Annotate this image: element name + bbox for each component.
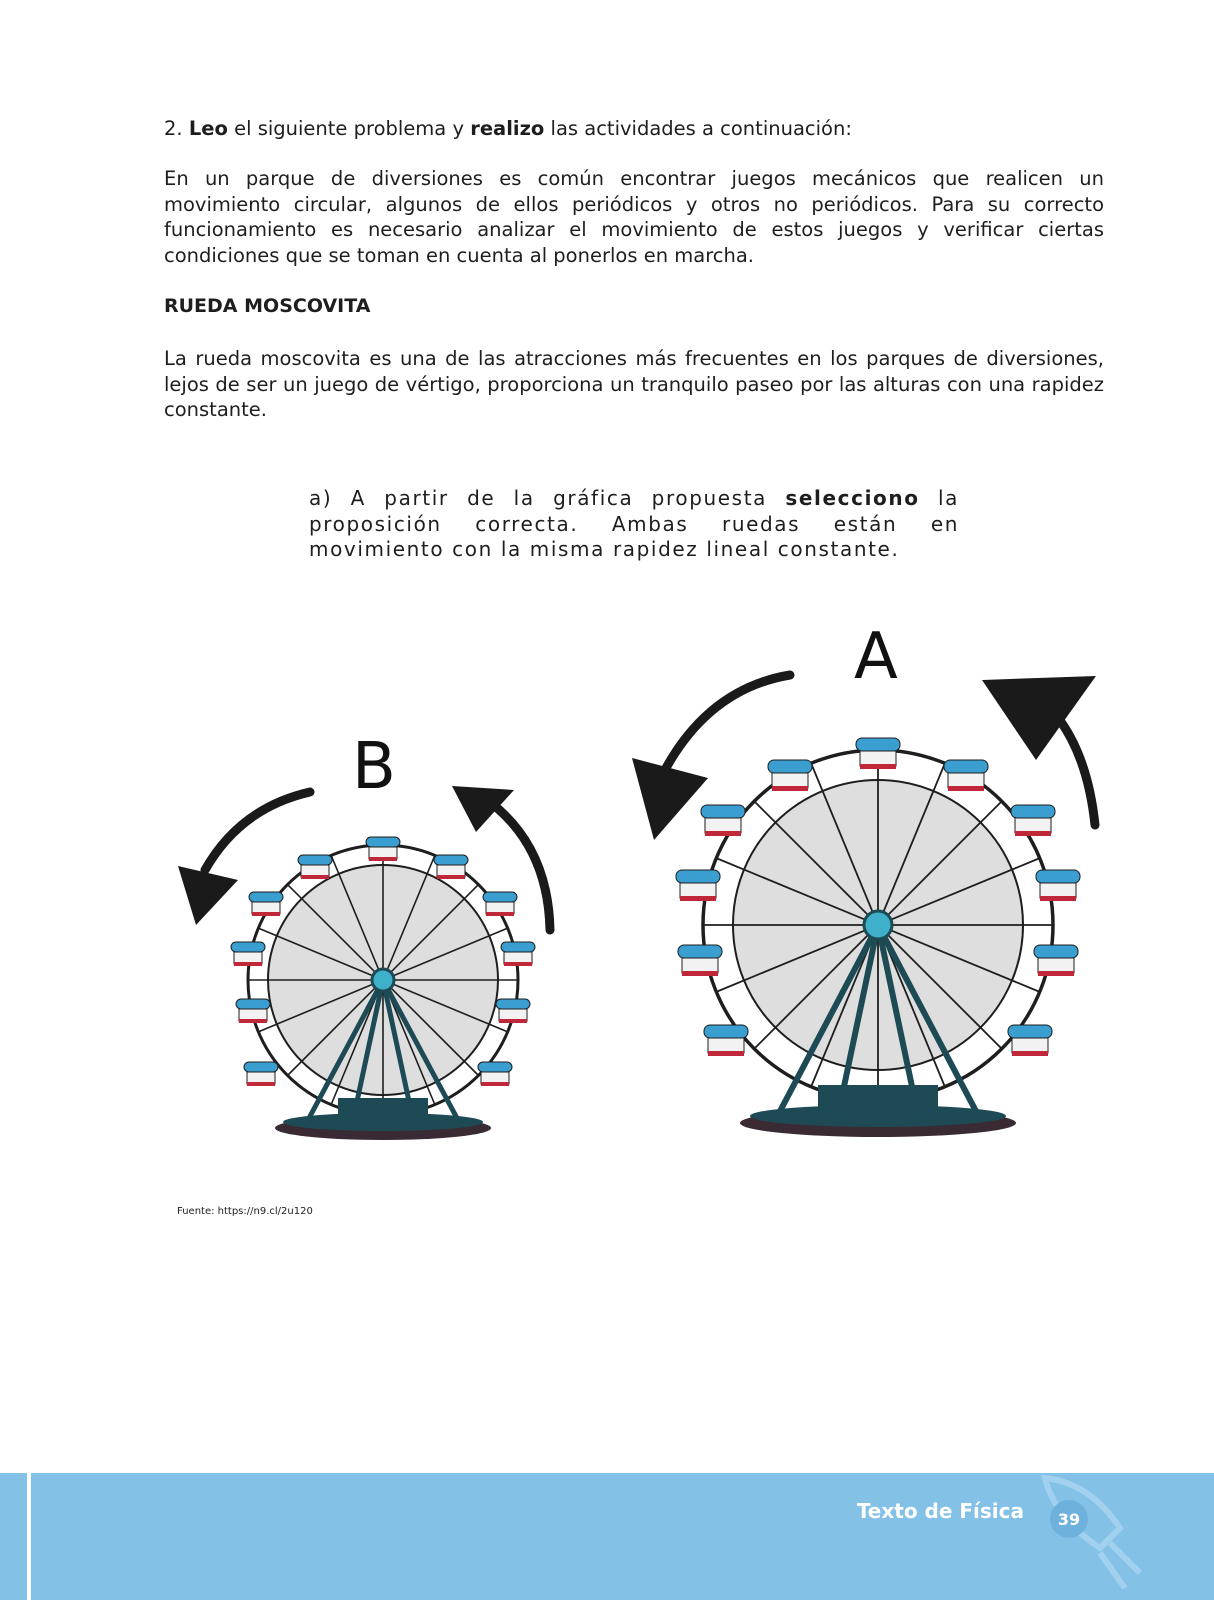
wheel-b-booth	[338, 1098, 428, 1118]
problem-end-text: las actividades a continuación:	[550, 117, 852, 140]
footer-stripe	[27, 1473, 31, 1600]
footer-book-title: Texto de Física	[856, 1499, 1024, 1523]
section-heading: RUEDA MOSCOVITA	[164, 295, 371, 317]
wheel-a-hub	[864, 911, 892, 939]
page-number: 39	[1050, 1500, 1088, 1538]
activity-prefix: a) A partir de la gráfica propuesta	[309, 486, 767, 510]
activity-bold-verb: selecciono	[785, 486, 920, 510]
rocket-icon	[1030, 1473, 1170, 1600]
ferris-wheel-b-illustration	[213, 830, 553, 1150]
section-paragraph: La rueda moscovita es una de las atracciones más frecuentes en los parques de diversiones, lejos de ser un juego de vértigo, proporciona un tranquilo paseo por las alturas con una rapidez constante.	[164, 347, 1104, 422]
problem-number: 2.	[164, 117, 183, 140]
activity-suffix: la proposición correcta. Ambas ruedas están en movimiento con la misma rapidez lineal constante.	[309, 486, 959, 562]
wheel-a-booth	[818, 1085, 938, 1111]
problem-verb-do: realizo	[470, 117, 545, 140]
figure-source: Fuente: https://n9.cl/2u120	[177, 1206, 313, 1217]
wheel-b-hub	[372, 969, 394, 991]
wheel-a-label: A	[854, 620, 898, 694]
ferris-wheel-a-illustration	[658, 730, 1098, 1150]
problem-middle-text: el siguiente problema y	[234, 117, 464, 140]
wheel-b-label: B	[352, 730, 396, 804]
problem-verb-read: Leo	[188, 117, 228, 140]
intro-paragraph: En un parque de diversiones es común encontrar juegos mecánicos que realicen un movimiento circular, algunos de ellos periódicos y otros no periódicos. Para su correcto funcionamiento es necesario analizar el movimiento de estos juegos y verificar ciertas condiciones que se toman en cuenta al ponerlos en marcha.	[164, 167, 1104, 267]
